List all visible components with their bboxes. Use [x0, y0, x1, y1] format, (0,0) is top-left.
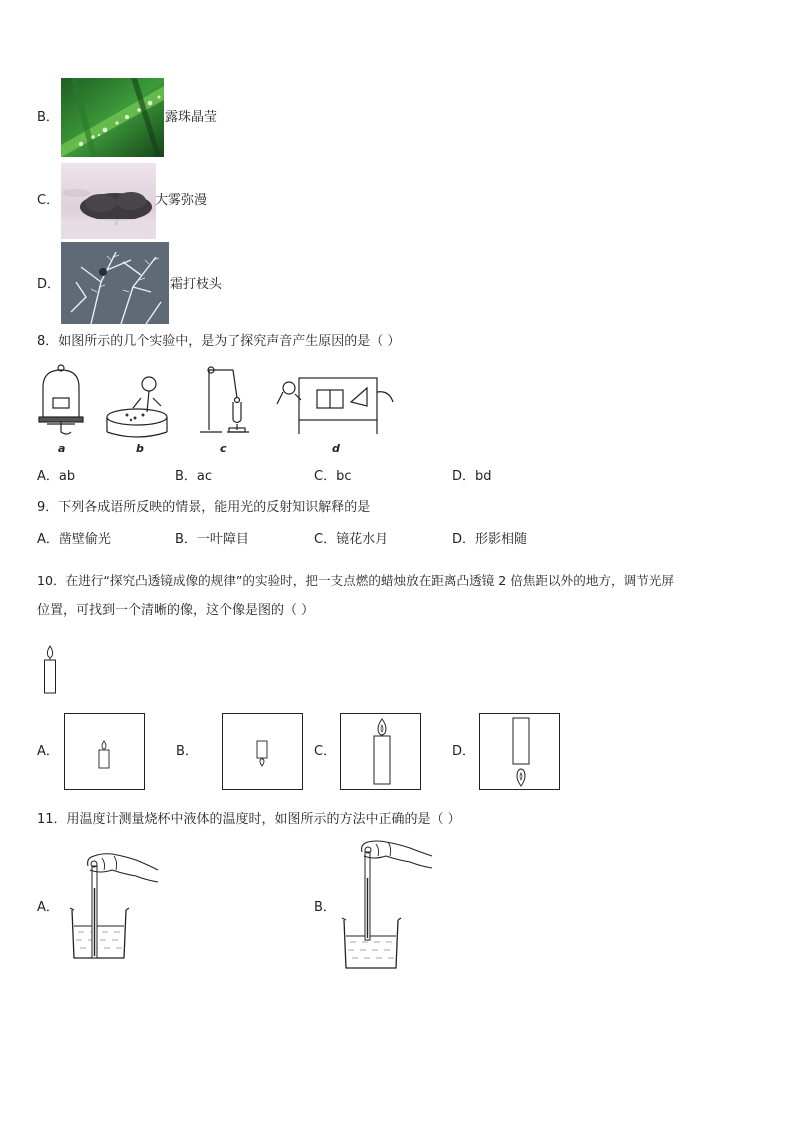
- fog-photo: [61, 163, 156, 239]
- q9-option-c: C．镜花水月: [314, 532, 389, 547]
- sound-box-drawing: [277, 378, 393, 434]
- q10-stem-line2: 位置，可找到一个清晰的像，这个像是图的（ ）: [37, 603, 315, 618]
- fig-label-d: d: [332, 442, 340, 455]
- q11-stem: 11．用温度计测量烧杯中液体的温度时，如图所示的方法中正确的是（ ）: [37, 812, 461, 827]
- q8-option-c: C．bc: [314, 469, 352, 484]
- q9-option-b: B．一叶障目: [175, 532, 249, 547]
- fig-label-a: a: [58, 442, 66, 455]
- q9-option-d: D．形影相随: [452, 532, 528, 547]
- q10-image-c: [340, 713, 421, 790]
- q8-option-a: A．ab: [37, 469, 76, 484]
- q11-thermometer-b-drawing: [338, 840, 438, 975]
- tuning-fork-drawing: [200, 367, 249, 432]
- frost-photo: [61, 242, 169, 324]
- q7-option-b-letter: B．: [37, 110, 59, 125]
- q10-stem-line1: 10．在进行“探究凸透镜成像的规律”的实验时，把一支点燃的蜡烛放在距离凸透镜 2 倍焦距以外的地方，调节光屏: [37, 573, 674, 588]
- q10-image-b: [222, 713, 303, 790]
- bell-jar-drawing: [39, 365, 83, 434]
- q10-option-c: C．: [314, 744, 337, 759]
- reference-candle: [42, 644, 58, 696]
- q7-option-c-letter: C．: [37, 193, 60, 208]
- q11-thermometer-a-drawing: [66, 848, 166, 963]
- q7-option-d-caption: 霜打枝头: [170, 277, 223, 292]
- q10-option-d: D．: [452, 744, 476, 759]
- fig-label-c: c: [220, 442, 227, 455]
- boy-drum-drawing: [107, 377, 167, 437]
- q8-option-b: B．ac: [175, 469, 213, 484]
- q9-option-a: A．凿壁偷光: [37, 532, 111, 547]
- q9-stem: 9．下列各成语所反映的情景，能用光的反射知识解释的是: [37, 500, 371, 515]
- q10-image-a: [64, 713, 145, 790]
- q7-option-b-caption: 露珠晶莹: [165, 110, 218, 125]
- q10-option-a: A．: [37, 744, 59, 759]
- fig-label-b: b: [136, 442, 144, 455]
- q7-option-c-caption: 大雾弥漫: [155, 193, 208, 208]
- dewdrop-photo: [61, 78, 164, 157]
- q11-option-b: B．: [314, 900, 336, 915]
- q11-option-a: A．: [37, 900, 59, 915]
- q10-image-d: [479, 713, 560, 790]
- q8-stem: 8．如图所示的几个实验中，是为了探究声音产生原因的是（ ）: [37, 334, 401, 349]
- q7-option-d-letter: D．: [37, 277, 61, 292]
- q10-option-b: B．: [176, 744, 198, 759]
- q8-option-d: D．bd: [452, 469, 492, 484]
